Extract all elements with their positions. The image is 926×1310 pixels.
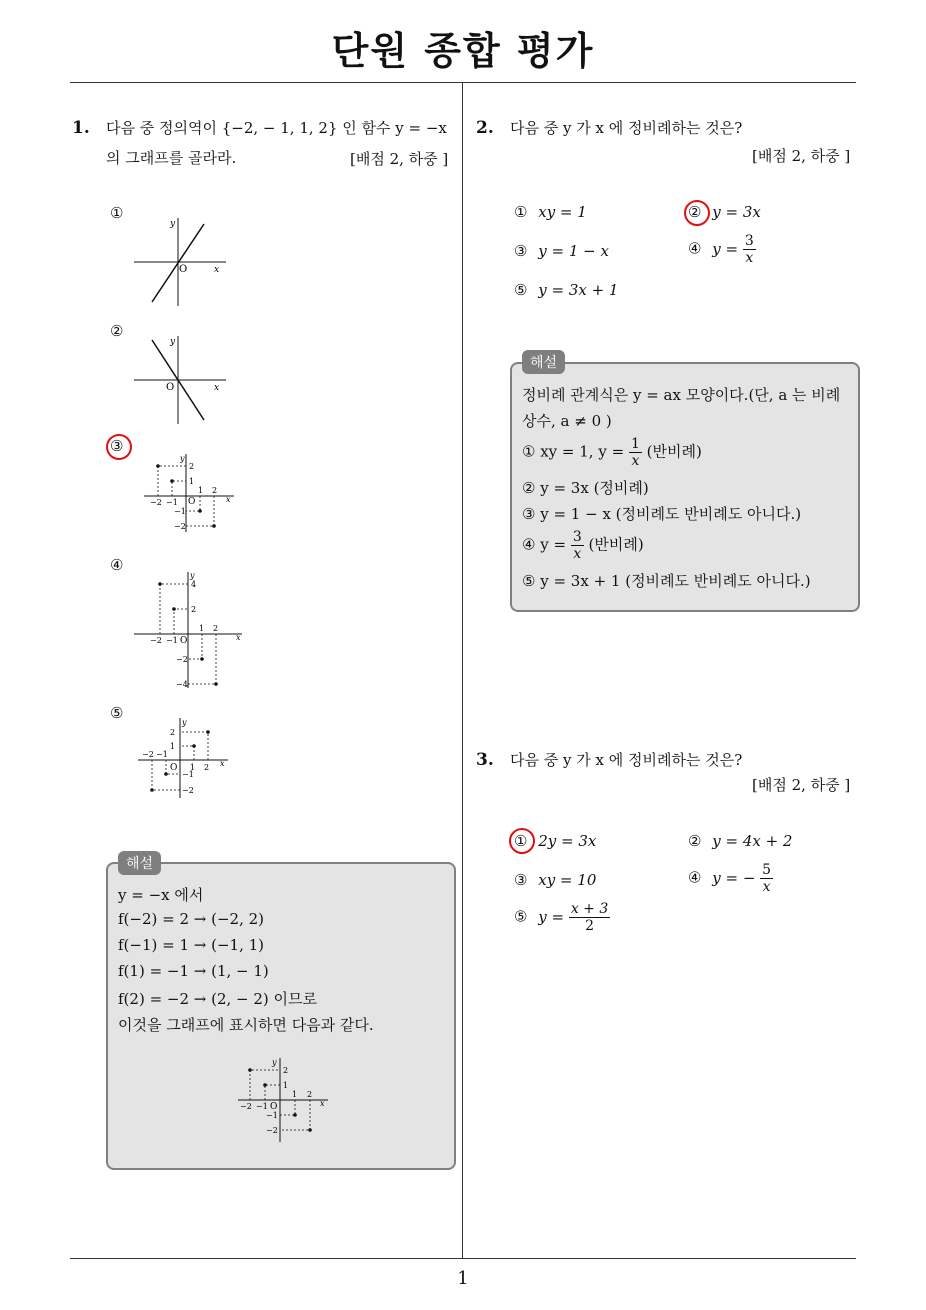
g3-tick-y-2: 2 bbox=[189, 462, 195, 471]
q2-opt1-expr: xy = 1 bbox=[538, 203, 587, 221]
q3-opt5-mark: ⑤ bbox=[514, 907, 528, 926]
sol-x-label: x bbox=[320, 1099, 325, 1108]
g4-tick-x-m2: −2 bbox=[150, 636, 162, 645]
sol-tick-y-2: 2 bbox=[283, 1066, 289, 1075]
g4-tick-x-1: 1 bbox=[199, 624, 205, 633]
g5-tick-x-m1: −1 bbox=[156, 750, 168, 759]
q2-sol-l3-prefix: ① xy = 1, y = bbox=[522, 442, 625, 461]
q2-opt2-expr: y = 3x bbox=[712, 203, 761, 221]
q1-graph-2 bbox=[130, 332, 230, 428]
sol-tick-x-1: 1 bbox=[292, 1090, 298, 1099]
q2-option-4[interactable] bbox=[688, 233, 756, 266]
q2-option-3[interactable] bbox=[514, 242, 609, 260]
g4-tick-x-2: 2 bbox=[213, 624, 219, 633]
q3-option-5[interactable] bbox=[514, 901, 610, 934]
q1-graph-3 bbox=[140, 450, 240, 534]
sol-tick-y-m1: −1 bbox=[266, 1111, 278, 1120]
q2-sol-line-4: ② y = 3x (정비례) bbox=[522, 479, 649, 497]
q3-option-4[interactable] bbox=[688, 862, 773, 895]
g5-tick-x-1: 1 bbox=[190, 763, 196, 772]
q1-solution-graph bbox=[234, 1054, 334, 1144]
q3-opt5-den: 2 bbox=[585, 918, 594, 934]
q1-solution-tag: 해설 bbox=[118, 851, 161, 875]
q3-selected-circle bbox=[509, 828, 535, 854]
q3-opt1-expr: 2y = 3x bbox=[538, 832, 597, 850]
q1-sol-line-1: y = −x 에서 bbox=[118, 886, 204, 904]
g3-tick-x-m1: −1 bbox=[166, 498, 178, 507]
q2-opt4-den: x bbox=[745, 250, 754, 266]
q2-opt5-mark: ⑤ bbox=[514, 281, 528, 299]
q2-opt1-mark: ① bbox=[514, 203, 528, 221]
sol-tick-x-2: 2 bbox=[307, 1090, 313, 1099]
q2-opt4-prefix: y = bbox=[712, 239, 739, 258]
q3-opt4-den: x bbox=[762, 879, 771, 895]
q3-question-text: 다음 중 y 가 x 에 정비례하는 것은? bbox=[510, 751, 743, 769]
g2-origin: O bbox=[166, 382, 175, 393]
q3-option-3[interactable] bbox=[514, 871, 596, 889]
q2-sol-line-6 bbox=[522, 529, 644, 562]
column-divider bbox=[462, 82, 463, 1258]
q3-opt4-prefix: y = − bbox=[712, 868, 756, 887]
g5-tick-y-m2: −2 bbox=[182, 786, 194, 795]
q2-opt4-fraction bbox=[743, 233, 756, 266]
q1-line1: 다음 중 정의역이 {−2, − 1, 1, 2} 인 함수 y = −x bbox=[106, 119, 447, 137]
q1-option-2-mark[interactable]: ② bbox=[110, 322, 124, 340]
sol-tick-y-m2: −2 bbox=[266, 1126, 278, 1135]
g3-y-label: y bbox=[180, 454, 185, 463]
g4-x-label: x bbox=[236, 633, 241, 642]
g1-x-label: x bbox=[214, 265, 220, 275]
g5-tick-y-2: 2 bbox=[170, 728, 176, 737]
q1-option-3-mark[interactable]: ③ bbox=[110, 437, 124, 455]
g3-tick-x-m2: −2 bbox=[150, 498, 162, 507]
q1-selected-circle bbox=[106, 434, 132, 460]
q2-number: 2. bbox=[476, 118, 494, 138]
q1-sol-line-2: f(−2) = 2 → (−2, 2) bbox=[118, 910, 265, 928]
g3-tick-x-1: 1 bbox=[198, 486, 204, 495]
q2-sol-l6-den: x bbox=[573, 546, 582, 562]
sol-y-label: y bbox=[272, 1058, 277, 1067]
g5-y-label: y bbox=[182, 718, 187, 727]
q3-opt3-mark: ③ bbox=[514, 871, 528, 889]
q1-sol-line-5: f(2) = −2 → (2, − 2) 이므로 bbox=[118, 990, 318, 1008]
q3-option-2[interactable] bbox=[688, 832, 792, 850]
q2-solution-tag: 해설 bbox=[522, 350, 565, 374]
page-number: 1 bbox=[457, 1268, 469, 1289]
top-rule bbox=[70, 82, 856, 83]
q2-meta: [배점 2, 하중 ] bbox=[752, 147, 851, 165]
q3-opt2-mark: ② bbox=[688, 832, 702, 850]
q2-opt4-num: 3 bbox=[744, 233, 754, 249]
q3-opt5-fraction bbox=[569, 901, 610, 934]
g4-tick-x-m1: −1 bbox=[166, 636, 178, 645]
q2-option-5[interactable] bbox=[514, 281, 618, 299]
page-title: 단원 종합 평가 bbox=[331, 29, 595, 73]
q3-number: 3. bbox=[476, 750, 494, 770]
sol-tick-y-1: 1 bbox=[283, 1081, 289, 1090]
q2-opt5-expr: y = 3x + 1 bbox=[538, 281, 619, 299]
q2-sol-line-1: 정비례 관계식은 y = ax 모양이다.(단, a 는 비례 bbox=[522, 386, 841, 404]
q1-option-4-mark[interactable]: ④ bbox=[110, 556, 124, 574]
q2-opt3-mark: ③ bbox=[514, 242, 528, 260]
q2-sol-l6-suffix: (반비례) bbox=[588, 535, 644, 554]
q2-opt2-mark: ② bbox=[688, 203, 702, 221]
g1-y-label: y bbox=[170, 219, 176, 229]
q2-sol-line-3 bbox=[522, 436, 702, 469]
q2-sol-l6-num: 3 bbox=[572, 529, 582, 545]
sol-origin: O bbox=[270, 1102, 278, 1112]
q2-opt4-mark: ④ bbox=[688, 239, 702, 258]
q2-opt3-expr: y = 1 − x bbox=[538, 242, 609, 260]
sol-tick-x-m1: −1 bbox=[256, 1102, 268, 1111]
q2-sol-l3-suffix: (반비례) bbox=[646, 442, 702, 461]
q1-sol-line-4: f(1) = −1 → (1, − 1) bbox=[118, 962, 269, 980]
g5-x-label: x bbox=[220, 759, 225, 768]
q1-option-5-mark[interactable]: ⑤ bbox=[110, 704, 124, 722]
q2-sol-line-7: ⑤ y = 3x + 1 (정비례도 반비례도 아니다.) bbox=[522, 572, 811, 590]
q2-sol-l3-num: 1 bbox=[630, 436, 640, 452]
sol-tick-x-m2: −2 bbox=[240, 1102, 252, 1111]
q3-opt1-mark: ① bbox=[514, 832, 528, 850]
q3-opt3-expr: xy = 10 bbox=[538, 871, 597, 889]
g5-tick-x-2: 2 bbox=[204, 763, 210, 772]
g5-tick-y-m1: −1 bbox=[182, 770, 194, 779]
g5-tick-x-m2: −2 bbox=[142, 750, 154, 759]
q1-graph-4 bbox=[130, 568, 246, 690]
g3-x-label: x bbox=[226, 495, 231, 504]
q2-sol-l6-prefix: ④ y = bbox=[522, 535, 567, 554]
q3-opt4-fraction bbox=[760, 862, 773, 895]
g5-origin: O bbox=[170, 763, 178, 773]
q1-sol-line-3: f(−1) = 1 → (−1, 1) bbox=[118, 936, 265, 954]
g4-tick-y-m4: −4 bbox=[176, 680, 188, 689]
q2-sol-l3-fraction bbox=[629, 436, 642, 469]
g4-tick-y-2: 2 bbox=[191, 605, 197, 614]
g3-tick-y-m2: −2 bbox=[174, 522, 186, 531]
q1-number: 1. bbox=[72, 118, 90, 138]
q2-sol-l6-fraction bbox=[571, 529, 584, 562]
g4-y-label: y bbox=[190, 571, 195, 580]
q2-question-text: 다음 중 y 가 x 에 정비례하는 것은? bbox=[510, 119, 743, 137]
g1-origin: O bbox=[179, 264, 188, 275]
q1-meta: [배점 2, 하중 ] bbox=[350, 150, 449, 168]
bottom-rule bbox=[70, 1258, 856, 1259]
q1-graph-1 bbox=[130, 212, 230, 308]
g5-tick-y-1: 1 bbox=[170, 742, 176, 751]
q3-opt2-expr: y = 4x + 2 bbox=[712, 832, 793, 850]
q2-sol-line-2: 상수, a ≠ 0 ) bbox=[522, 412, 612, 430]
g3-tick-x-2: 2 bbox=[212, 486, 218, 495]
q1-sol-line-6: 이것을 그래프에 표시하면 다음과 같다. bbox=[118, 1016, 374, 1034]
g4-origin: O bbox=[180, 636, 188, 646]
g2-x-label: x bbox=[214, 383, 220, 393]
q3-opt5-prefix: y = bbox=[538, 907, 565, 926]
q2-sol-l3-den: x bbox=[631, 453, 640, 469]
q3-meta: [배점 2, 하중 ] bbox=[752, 776, 851, 794]
g3-origin: O bbox=[188, 497, 196, 507]
g2-y-label: y bbox=[170, 337, 176, 347]
q2-sol-line-5: ③ y = 1 − x (정비례도 반비례도 아니다.) bbox=[522, 505, 802, 523]
q3-opt5-num: x + 3 bbox=[570, 901, 609, 917]
q2-option-1[interactable] bbox=[514, 203, 587, 221]
q3-opt4-num: 5 bbox=[762, 862, 772, 878]
g3-tick-y-1: 1 bbox=[189, 477, 195, 486]
q1-line2: 의 그래프를 골라라. bbox=[106, 149, 237, 167]
q1-graph-5 bbox=[134, 716, 234, 800]
g3-tick-y-m1: −1 bbox=[174, 507, 186, 516]
q1-option-1-mark[interactable]: ① bbox=[110, 204, 124, 222]
g4-tick-y-4: 4 bbox=[191, 580, 197, 589]
q2-selected-circle bbox=[684, 200, 710, 226]
q3-opt4-mark: ④ bbox=[688, 868, 702, 887]
g4-tick-y-m2: −2 bbox=[176, 655, 188, 664]
